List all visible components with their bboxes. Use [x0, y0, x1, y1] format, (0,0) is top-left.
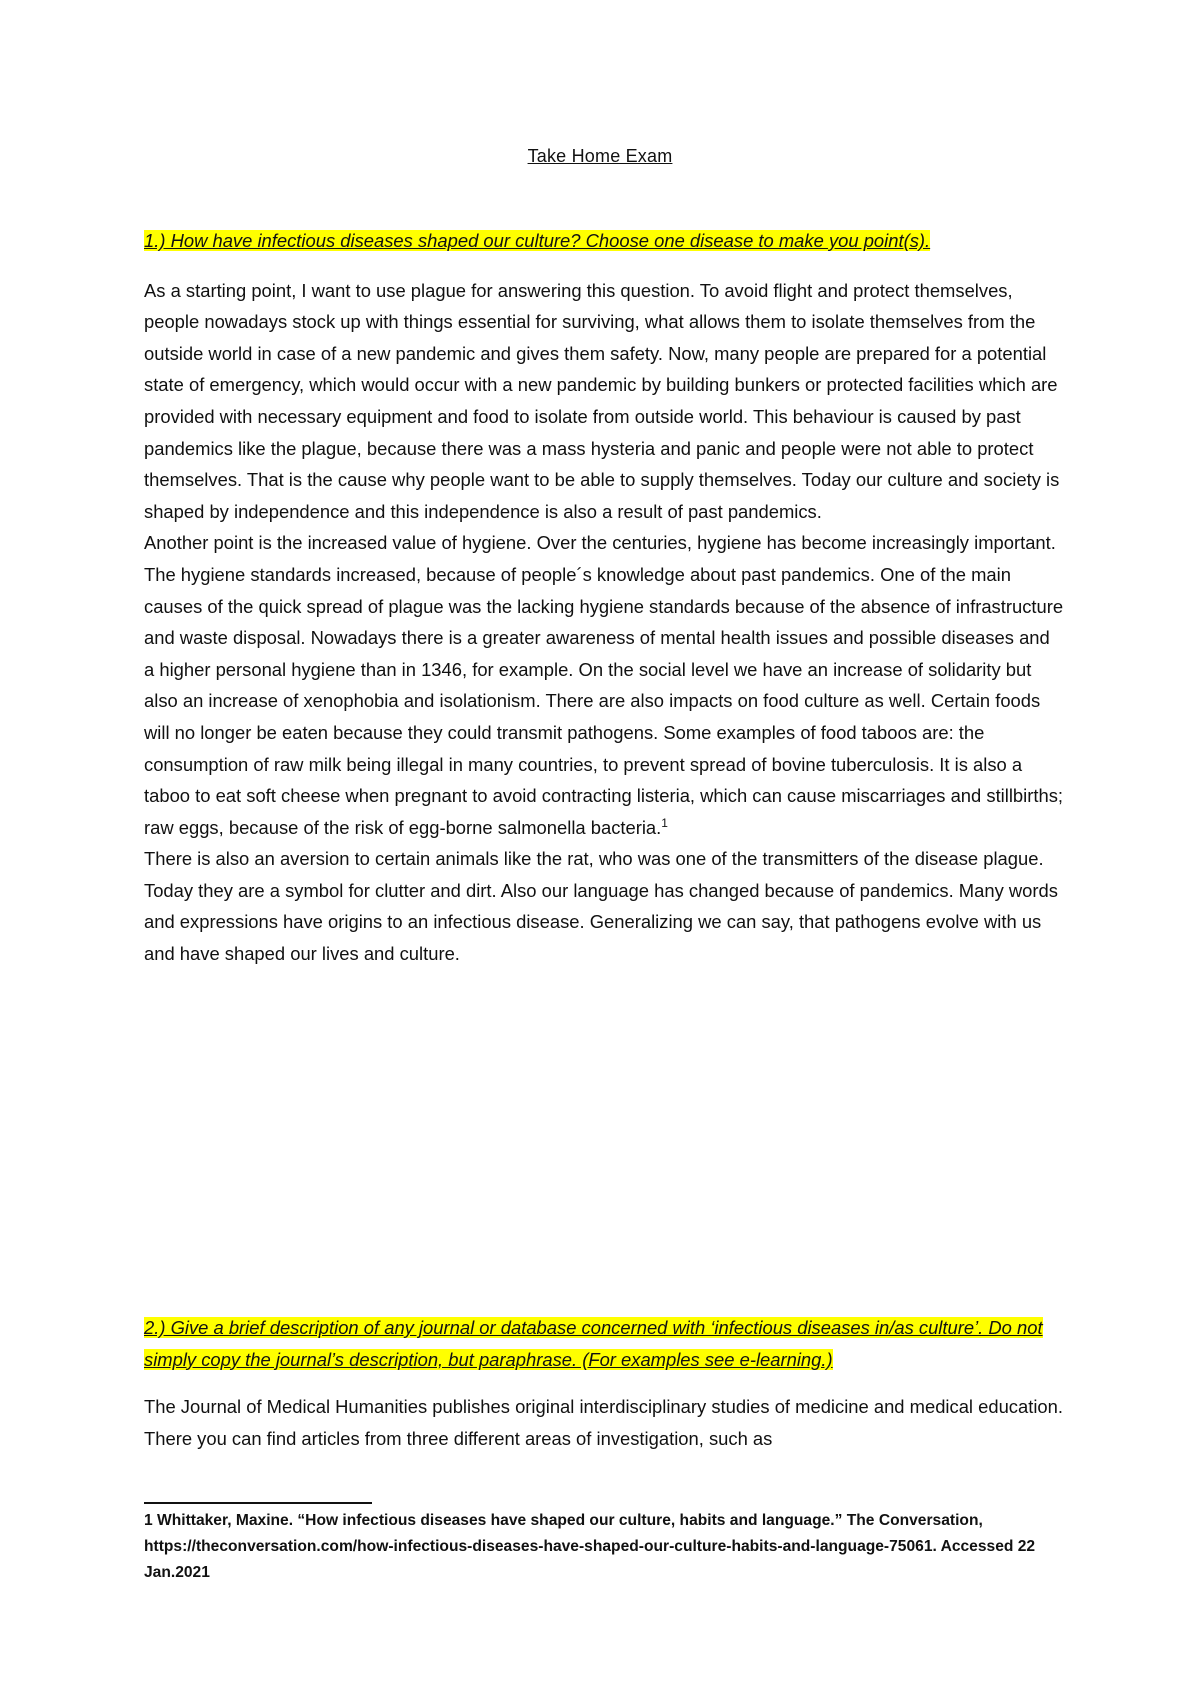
question-1-prompt	[144, 225, 1064, 257]
question-2-section	[144, 1312, 1064, 1454]
question-1-prompt-text: 1.) How have infectious diseases shaped our culture? Choose one disease to make you point(s).	[144, 230, 931, 251]
question-1-section	[144, 225, 1064, 970]
question-2-prompt	[144, 1312, 1064, 1375]
footnote-citation: 1 Whittaker, Maxine. “How infectious diseases have shaped our culture, habits and language.” The Conversation, https://theconversation.com/how-infectious-diseases-have-shaped-our-culture-habits-and-language-75061. Accessed 22 Jan.2021	[144, 1512, 1036, 1581]
footnote-marker: 1	[661, 815, 668, 830]
footnote-divider	[144, 1502, 372, 1504]
answer-1-paragraph-1: As a starting point, I want to use plague for answering this question. To avoid flight and protect themselves, people nowadays stock up with things essential for surviving, what allows them to isolate themselves from the outside world in case of a new pandemic and gives them safety. Now, many people are prepared for a potential state of emergency, which would occur with a new pandemic by building bunkers or protected facilities which are provided with necessary equipment and food to isolate from outside world. This behaviour is caused by past pandemics like the plague, because there was a mass hysteria and panic and people were not able to protect themselves. That is the cause why people want to be able to supply themselves. Today our culture and society is shaped by independence and this independence is also a result of past pandemics.	[144, 279, 1060, 522]
answer-1-paragraph-2	[144, 527, 1064, 843]
answer-1-paragraph-3: There is also an aversion to certain animals like the rat, who was one of the transmitters of the disease plague. Today they are a symbol for clutter and dirt. Also our language has changed because of pandemics. Many words and expressions have origins to an infectious disease. Generalizing we can say, that pathogens evolve with us and have shaped our lives and culture.	[144, 848, 1058, 965]
question-2-prompt-text: 2.) Give a brief description of any journal or database concerned with ‘infectious diseases in/as culture’. Do not simply copy the journal’s description, but paraphrase. (For examples see e-learning.)	[144, 1317, 1043, 1370]
answer-1-paragraph-2-text: Another point is the increased value of hygiene. Over the centuries, hygiene has become increasingly important. The hygiene standards increased, because of people´s knowledge about past pandemics. One of the main causes of the quick spread of plague was the lacking hygiene standards because of the absence of infrastructure and waste disposal. Nowadays there is a greater awareness of mental health issues and possible diseases and a higher personal hygiene than in 1346, for example. On the social level we have an increase of solidarity but also an increase of xenophobia and isolationism. There are also impacts on food culture as well. Certain foods will no longer be eaten because they could transmit pathogens. Some examples of food taboos are: the consumption of raw milk being illegal in many countries, to prevent spread of bovine tuberculosis. It is also a taboo to eat soft cheese when pregnant to avoid contracting listeria, which can cause miscarriages and stillbirths; raw eggs, because of the risk of egg-borne salmonella bacteria.	[144, 532, 1064, 838]
page-title: Take Home Exam	[527, 146, 673, 166]
answer-2-paragraph-1: The Journal of Medical Humanities publishes original interdisciplinary studies of medicine and medical education. There you can find articles from three different areas of investigation, such as	[144, 1396, 1063, 1449]
